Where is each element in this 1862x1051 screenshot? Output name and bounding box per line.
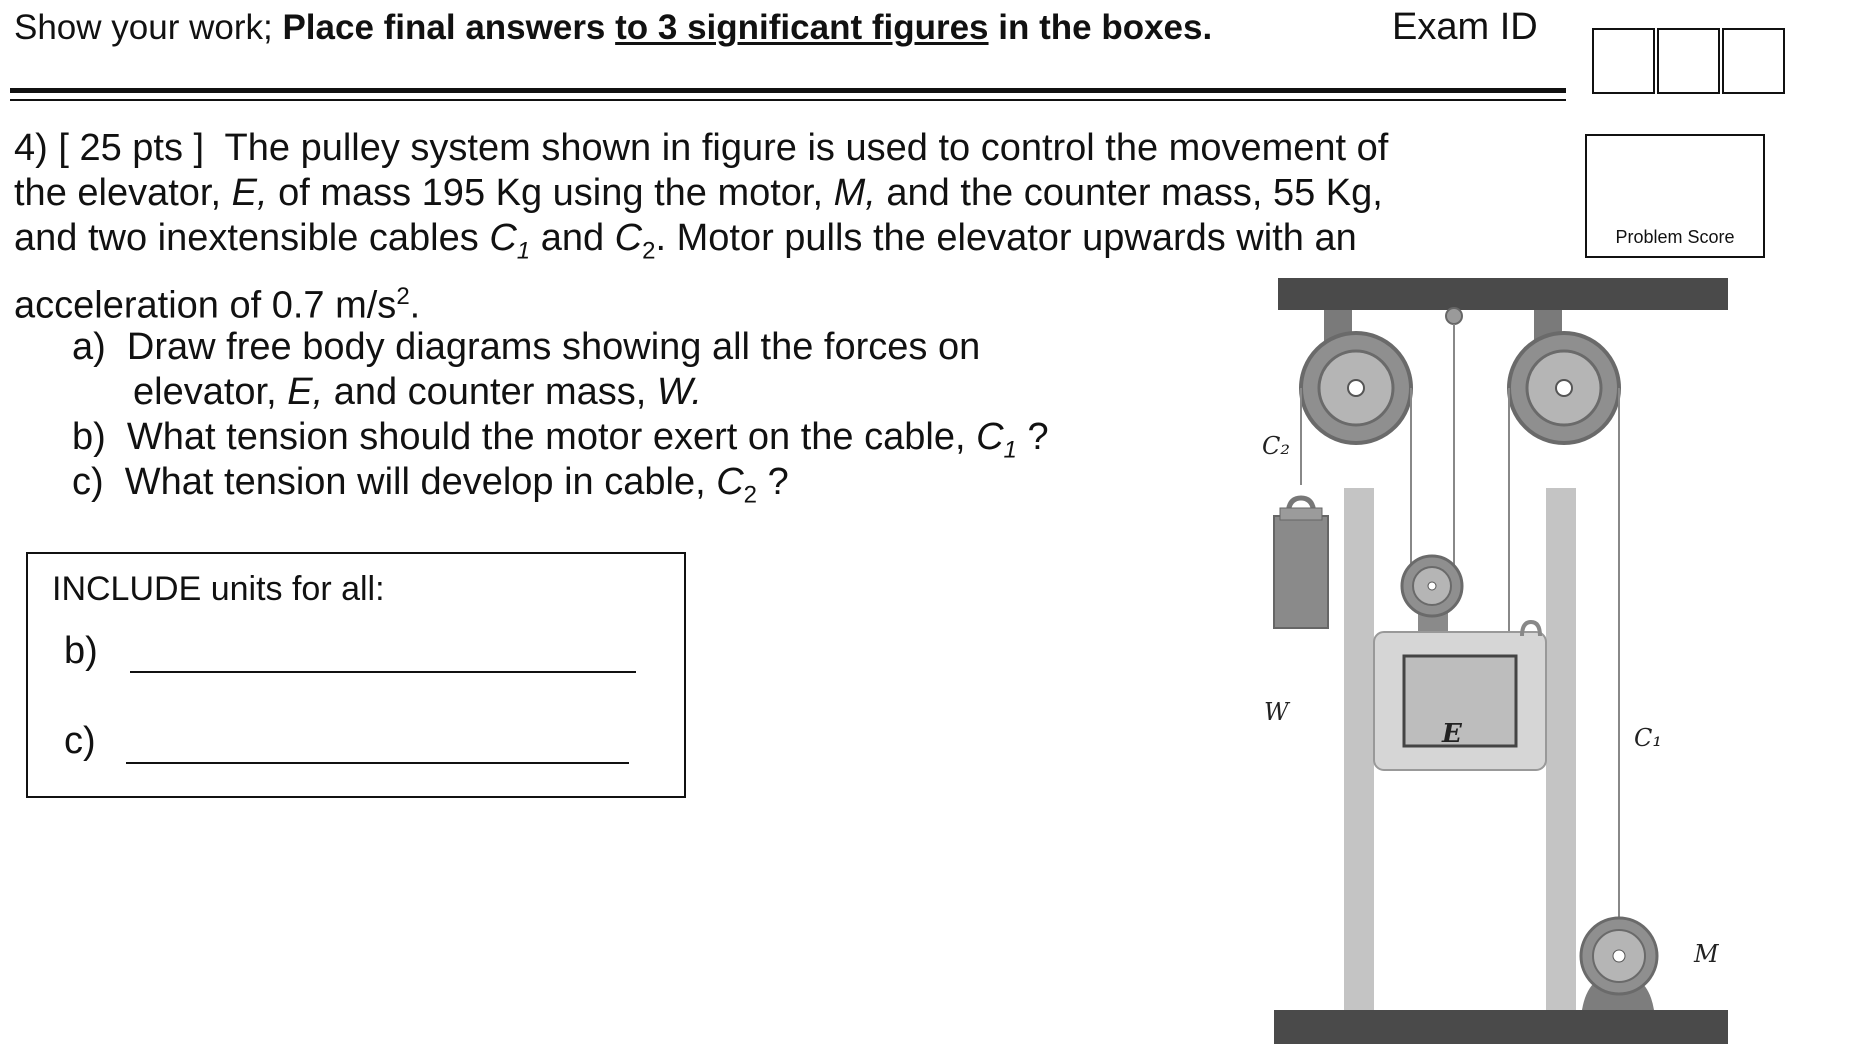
elevator-pulley bbox=[1402, 556, 1462, 637]
answer-c-line[interactable] bbox=[126, 762, 629, 764]
question-c-symbol: C bbox=[716, 461, 744, 503]
problem-score-box[interactable] bbox=[1585, 134, 1765, 258]
symbol-c2: C bbox=[614, 217, 643, 259]
problem-line3-c: . Motor pulls the elevator upwards with an bbox=[655, 217, 1357, 259]
instruction-bold-b: in the boxes. bbox=[998, 8, 1213, 47]
question-b-letter: b) bbox=[72, 416, 106, 458]
label-e: E bbox=[1442, 719, 1462, 749]
symbol-c1: C bbox=[489, 217, 517, 259]
question-c-text: What tension will develop in cable, bbox=[124, 461, 706, 503]
question-a bbox=[72, 326, 980, 369]
problem-line1-text: The pulley system shown in figure is used to control the movement of bbox=[224, 127, 1389, 169]
header-rule-top bbox=[10, 88, 1566, 93]
problem-line4-a: acceleration of 0.7 m/s bbox=[14, 284, 397, 327]
top-beam bbox=[1278, 278, 1728, 310]
question-a-symbol-w: W. bbox=[656, 371, 702, 413]
problem-line-3 bbox=[14, 216, 1494, 274]
question-a-symbol-e: E, bbox=[287, 371, 324, 413]
instruction-underlined: to 3 significant figures bbox=[615, 8, 989, 47]
question-a-letter: a) bbox=[72, 326, 106, 368]
problem-line4-b: . bbox=[409, 284, 421, 327]
instruction-plain: Show your work; bbox=[14, 8, 273, 47]
instruction-bold-a: Place final answers bbox=[282, 8, 606, 47]
question-a-line2 bbox=[133, 371, 702, 414]
problem-line-1 bbox=[14, 126, 1494, 171]
answer-b-line[interactable] bbox=[130, 671, 636, 673]
label-c1: C₁ bbox=[1634, 724, 1662, 752]
question-a-text-b2: and counter mass, bbox=[333, 371, 647, 413]
problem-line3-a: and two inextensible cables bbox=[14, 217, 479, 259]
question-c-letter: c) bbox=[72, 461, 104, 503]
motor bbox=[1581, 918, 1657, 1010]
label-w: W bbox=[1264, 698, 1289, 726]
question-a-text: Draw free body diagrams showing all the forces on bbox=[126, 326, 981, 368]
guide-rail-right bbox=[1546, 488, 1576, 1010]
question-b-text: What tension should the motor exert on the cable, bbox=[126, 416, 966, 458]
problem-line4-sup: 2 bbox=[396, 282, 410, 310]
center-anchor bbox=[1446, 308, 1462, 324]
problem-line2-b: of mass 195 Kg using the motor, bbox=[278, 172, 824, 214]
symbol-m: M, bbox=[833, 172, 876, 214]
problem-line3-b: and bbox=[540, 217, 605, 259]
symbol-c2-sub: 2 bbox=[642, 237, 656, 265]
problem-line-2 bbox=[14, 171, 1494, 216]
problem-line2-c: and the counter mass, 55 Kg, bbox=[886, 172, 1383, 214]
question-c-end: ? bbox=[767, 461, 789, 503]
exam-id-label: Exam ID bbox=[1392, 6, 1538, 48]
question-c-sub: 2 bbox=[743, 481, 758, 509]
question-b-end: ? bbox=[1027, 416, 1049, 458]
question-a-text-b1: elevator, bbox=[133, 371, 277, 413]
answer-c-label: c) bbox=[64, 720, 96, 762]
header-instruction bbox=[14, 8, 1212, 48]
guide-rail-left bbox=[1344, 488, 1374, 1010]
left-pulley bbox=[1301, 333, 1411, 443]
pulley-figure bbox=[1228, 270, 1748, 1050]
label-c2: C₂ bbox=[1262, 432, 1290, 460]
problem-line2-a: the elevator, bbox=[14, 172, 222, 214]
include-units-label: INCLUDE units for all: bbox=[52, 570, 385, 608]
header-rule-bottom bbox=[10, 99, 1566, 101]
right-pulley bbox=[1509, 333, 1619, 443]
symbol-c1-sub: 1 bbox=[516, 237, 531, 265]
exam-id-box-3[interactable] bbox=[1722, 28, 1785, 94]
symbol-e: E, bbox=[231, 172, 268, 214]
counterweight bbox=[1274, 498, 1328, 628]
question-b-symbol: C bbox=[976, 416, 1004, 458]
bottom-beam bbox=[1274, 1010, 1728, 1044]
answer-box bbox=[26, 552, 686, 798]
exam-id-box-2[interactable] bbox=[1657, 28, 1720, 94]
exam-id-box-1[interactable] bbox=[1592, 28, 1655, 94]
label-m: M bbox=[1694, 940, 1719, 968]
question-b-sub: 1 bbox=[1003, 436, 1017, 464]
question-c bbox=[72, 461, 789, 510]
problem-points: [ 25 pts ] bbox=[58, 127, 205, 169]
problem-score-label: Problem Score bbox=[1615, 227, 1735, 247]
problem-number: 4) bbox=[14, 127, 48, 169]
question-b bbox=[72, 416, 1049, 465]
answer-b-label: b) bbox=[64, 630, 98, 672]
